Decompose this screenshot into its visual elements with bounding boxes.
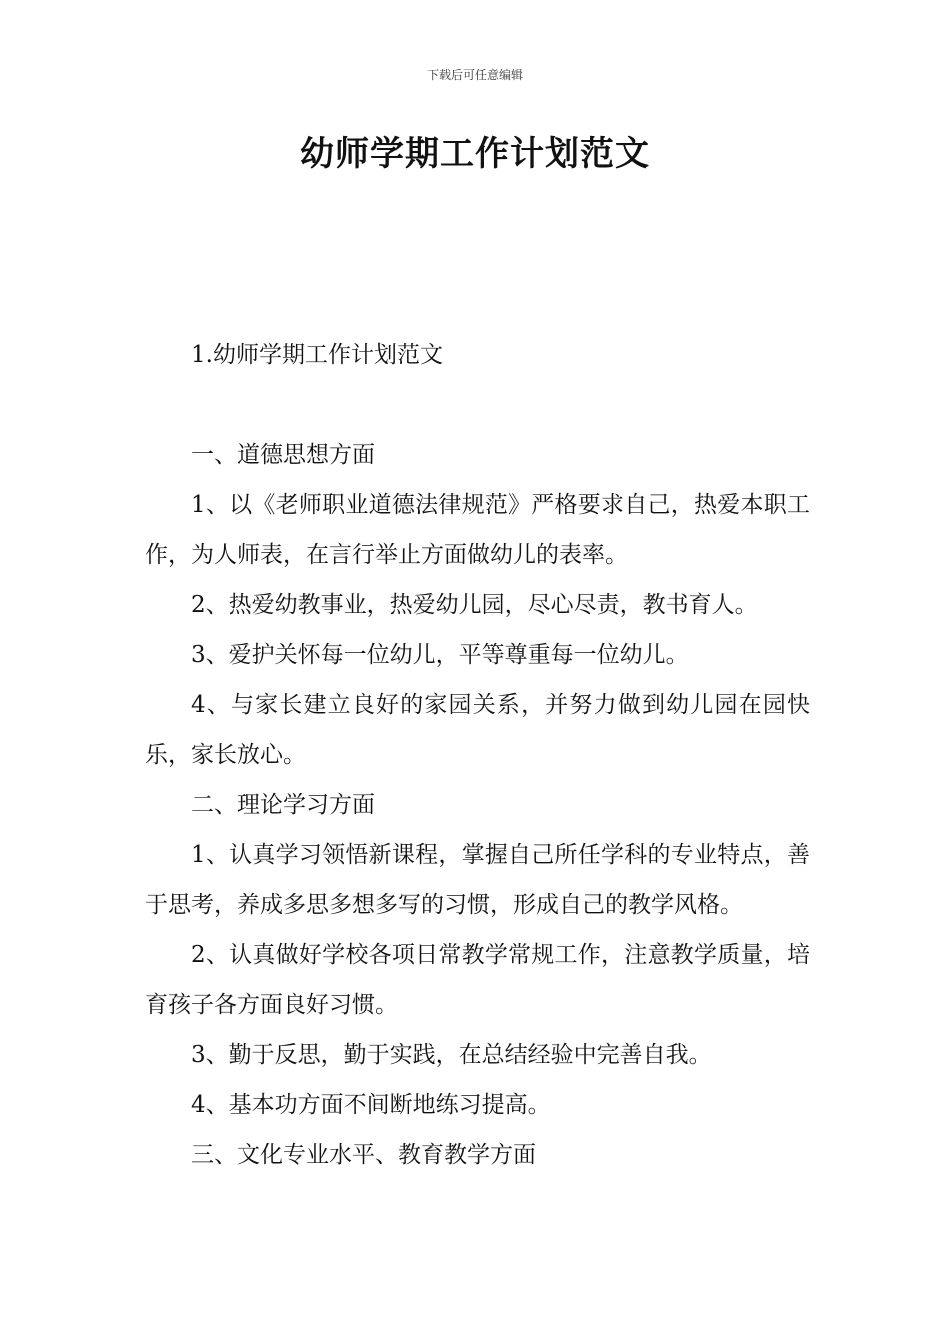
- document-body: [145, 330, 810, 1180]
- paragraph: 2、热爱幼教事业，热爱幼儿园，尽心尽责，教书育人。: [191, 592, 758, 618]
- paragraph: 二、理论学习方面: [191, 792, 375, 818]
- paragraph: 1、认真学习领悟新课程，掌握自己所任学科的专业特点，善于思考，养成多思多想多写的习惯，形成自己的教学风格。: [145, 842, 810, 918]
- header-note: 下载后可任意编辑: [426, 68, 523, 82]
- document-title: 幼师学期工作计划范文: [300, 134, 650, 174]
- paragraph: 4、与家长建立良好的家园关系，并努力做到幼儿园在园快乐，家长放心。: [145, 692, 810, 768]
- section-subtitle: 1.幼师学期工作计划范文: [191, 342, 443, 368]
- paragraph: 1、以《老师职业道德法律规范》严格要求自己，热爱本职工作，为人师表，在言行举止方面做幼儿的表率。: [145, 492, 810, 568]
- paragraph: 2、认真做好学校各项日常教学常规工作，注意教学质量，培育孩子各方面良好习惯。: [145, 942, 810, 1018]
- paragraph: 一、道德思想方面: [191, 442, 375, 468]
- paragraph: 3、勤于反思，勤于实践，在总结经验中完善自我。: [191, 1042, 712, 1068]
- spacer: [145, 380, 810, 430]
- paragraph: 4、基本功方面不间断地练习提高。: [191, 1092, 551, 1118]
- paragraph: 三、文化专业水平、教育教学方面: [191, 1142, 536, 1168]
- paragraph: 3、爱护关怀每一位幼儿，平等尊重每一位幼儿。: [191, 642, 689, 668]
